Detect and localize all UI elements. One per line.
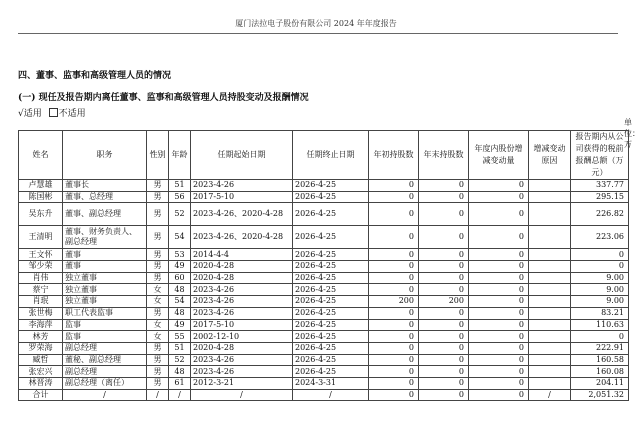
table-row (19, 203, 629, 226)
table-cell: 男 (147, 191, 169, 203)
table-cell: 0 (419, 319, 469, 331)
table-cell: 0 (369, 203, 419, 226)
table-cell: 61 (169, 377, 191, 389)
table-cell: 0 (369, 261, 419, 273)
table-cell: 2026-4-25 (293, 331, 369, 343)
table-row (19, 180, 629, 192)
table-cell: 罗荣海 (19, 342, 63, 354)
table-cell: 2020-4-28 (191, 261, 293, 273)
table-row (19, 354, 629, 366)
table-cell: 0 (369, 342, 419, 354)
table-cell: 0 (419, 377, 469, 389)
table-row (19, 366, 629, 378)
table-cell: 0 (369, 226, 419, 249)
table-cell: 0 (469, 272, 529, 284)
table-cell: 董秘、副总经理 (63, 354, 147, 366)
table-cell (529, 354, 571, 366)
table-cell: 49 (169, 319, 191, 331)
table-cell: 0 (369, 354, 419, 366)
table-cell: 226.82 (571, 203, 629, 226)
table-cell (529, 226, 571, 249)
table-cell: 王清明 (19, 226, 63, 249)
total-cell: / (191, 389, 293, 401)
total-cell: 0 (369, 389, 419, 401)
table-cell: 2026-4-25 (293, 354, 369, 366)
option-applicable: √适用 (18, 109, 42, 119)
table-cell (529, 284, 571, 296)
table-cell: 职工代表监事 (63, 307, 147, 319)
table-cell: 2026-4-25 (293, 249, 369, 261)
table-cell: 李海萍 (19, 319, 63, 331)
table-cell: 卢慧雄 (19, 180, 63, 192)
table-cell: 54 (169, 226, 191, 249)
table-cell: 0 (469, 366, 529, 378)
table-cell: 0 (419, 342, 469, 354)
applicability-options (18, 106, 86, 119)
table-cell (529, 377, 571, 389)
table-cell (529, 272, 571, 284)
col-header: 性别 (147, 131, 169, 180)
table-cell: 张世梅 (19, 307, 63, 319)
table-cell: 0 (419, 226, 469, 249)
option-not-applicable: 不适用 (58, 109, 86, 119)
table-cell: 2023-4-26 (191, 307, 293, 319)
table-cell: 0 (369, 377, 419, 389)
table-row (19, 284, 629, 296)
table-cell: 337.77 (571, 180, 629, 192)
section-heading: 四、董事、监事和高级管理人员的情况 (18, 71, 172, 81)
table-cell: 肖珉 (19, 296, 63, 308)
table-cell: 男 (147, 366, 169, 378)
table-cell: 0 (369, 249, 419, 261)
total-cell: 0 (419, 389, 469, 401)
table-cell: 女 (147, 284, 169, 296)
table-cell: 9.00 (571, 296, 629, 308)
table-cell (529, 180, 571, 192)
table-cell: 王文怀 (19, 249, 63, 261)
table-cell: 55 (169, 331, 191, 343)
table-cell (529, 261, 571, 273)
table-cell: 0 (469, 226, 529, 249)
table-cell: 0 (419, 272, 469, 284)
table-cell: 49 (169, 261, 191, 273)
table-cell: 0 (369, 191, 419, 203)
table-cell: 2023-4-26 (191, 366, 293, 378)
table-cell: 副总经理（离任） (63, 377, 147, 389)
table-cell: 51 (169, 342, 191, 354)
table-row (19, 261, 629, 273)
table-cell: 蔡宁 (19, 284, 63, 296)
table-cell: 董事、财务负责人、副总经理 (63, 226, 147, 249)
table-cell: 48 (169, 366, 191, 378)
table-cell: 副总经理 (63, 366, 147, 378)
table-cell (529, 191, 571, 203)
table-cell: 52 (169, 354, 191, 366)
table-cell: 2026-4-25 (293, 180, 369, 192)
table-cell: 160.08 (571, 366, 629, 378)
table-cell: 男 (147, 342, 169, 354)
table-cell: 0 (369, 366, 419, 378)
table-cell: 2023-4-26、2020-4-28 (191, 203, 293, 226)
table-row (19, 342, 629, 354)
checkbox-icon (49, 108, 58, 117)
table-cell: 男 (147, 226, 169, 249)
table-cell (529, 331, 571, 343)
col-header: 年初持股数 (369, 131, 419, 180)
table-cell: 0 (369, 331, 419, 343)
table-cell: 2023-4-26 (191, 284, 293, 296)
table-cell: 0 (469, 377, 529, 389)
table-cell: 0 (571, 261, 629, 273)
table-cell: 0 (469, 180, 529, 192)
table-row (19, 272, 629, 284)
total-cell: 0 (469, 389, 529, 401)
table-cell: 48 (169, 307, 191, 319)
table-row (19, 249, 629, 261)
table-cell: 54 (169, 296, 191, 308)
table-cell: 0 (369, 319, 419, 331)
table-cell: 董事、副总经理 (63, 203, 147, 226)
header-divider (18, 33, 618, 34)
table-cell: 110.63 (571, 319, 629, 331)
table-cell: 副总经理 (63, 342, 147, 354)
table-cell: 董事 (63, 261, 147, 273)
table-cell: 0 (419, 307, 469, 319)
table-cell: 60 (169, 272, 191, 284)
table-cell (529, 249, 571, 261)
table-cell: 2026-4-25 (293, 307, 369, 319)
table-cell (529, 296, 571, 308)
table-cell: 独立董事 (63, 296, 147, 308)
table-cell: 2026-4-25 (293, 191, 369, 203)
table-cell: 0 (369, 272, 419, 284)
table-cell: 林芳 (19, 331, 63, 343)
holdings-table (18, 130, 629, 401)
table-row (19, 296, 629, 308)
table-cell: 男 (147, 377, 169, 389)
table-cell: 0 (469, 249, 529, 261)
table-cell: 董事、总经理 (63, 191, 147, 203)
table-cell: 2026-4-25 (293, 284, 369, 296)
table-row (19, 226, 629, 249)
col-header: 报告期内从公司获得的税前报酬总额（万元） (571, 131, 629, 180)
table-cell: 女 (147, 331, 169, 343)
table-cell: 56 (169, 191, 191, 203)
table-header-row (19, 131, 629, 180)
table-cell: 48 (169, 284, 191, 296)
report-header: 厦门法拉电子股份有限公司 2024 年年度报告 (235, 19, 397, 28)
total-cell: 2,051.32 (571, 389, 629, 401)
table-cell: 0 (469, 284, 529, 296)
col-header: 年度内股份增减变动量 (469, 131, 529, 180)
table-cell: 9.00 (571, 284, 629, 296)
table-cell (529, 366, 571, 378)
table-cell: 监事 (63, 319, 147, 331)
table-row (19, 319, 629, 331)
table-cell: 2023-4-26、2020-4-28 (191, 226, 293, 249)
table-row (19, 191, 629, 203)
table-cell (529, 307, 571, 319)
table-cell: 2023-4-26 (191, 296, 293, 308)
table-cell: 独立董事 (63, 272, 147, 284)
table-cell: 男 (147, 261, 169, 273)
table-cell (529, 342, 571, 354)
table-cell (529, 203, 571, 226)
table-cell: 0 (469, 319, 529, 331)
table-cell: 陈国彬 (19, 191, 63, 203)
table-cell: 2026-4-25 (293, 319, 369, 331)
table-cell: 男 (147, 249, 169, 261)
table-cell: 2017-5-10 (191, 191, 293, 203)
table-cell: 林晋涛 (19, 377, 63, 389)
table-cell: 0 (469, 342, 529, 354)
table-cell: 监事 (63, 331, 147, 343)
table-cell: 2024-3-31 (293, 377, 369, 389)
table-total-row (19, 389, 629, 401)
table-cell: 2026-4-25 (293, 296, 369, 308)
table-row (19, 307, 629, 319)
table-cell: 83.21 (571, 307, 629, 319)
col-header: 职务 (63, 131, 147, 180)
table-cell: 吴东升 (19, 203, 63, 226)
table-cell: 0 (469, 307, 529, 319)
table-cell: 邹少荣 (19, 261, 63, 273)
table-cell: 0 (419, 191, 469, 203)
table-cell: 张宏兴 (19, 366, 63, 378)
table-cell: 204.11 (571, 377, 629, 389)
col-header: 年龄 (169, 131, 191, 180)
table-cell: 223.06 (571, 226, 629, 249)
table-cell: 臧哲 (19, 354, 63, 366)
table-cell: 0 (419, 261, 469, 273)
table-cell: 2026-4-25 (293, 261, 369, 273)
table-cell: 董事长 (63, 180, 147, 192)
table-cell: 0 (469, 191, 529, 203)
table-cell: 2014-4-4 (191, 249, 293, 261)
table-cell: 男 (147, 272, 169, 284)
table-cell: 0 (571, 249, 629, 261)
table-cell: 0 (419, 354, 469, 366)
table-cell: 222.91 (571, 342, 629, 354)
table-cell: 0 (469, 331, 529, 343)
col-header: 年末持股数 (419, 131, 469, 180)
col-header: 增减变动原因 (529, 131, 571, 180)
unit-note: 单位：万 (624, 118, 640, 149)
table-cell: 2012-3-21 (191, 377, 293, 389)
table-cell: 2026-4-25 (293, 366, 369, 378)
table-cell: 0 (469, 354, 529, 366)
table-cell: 男 (147, 180, 169, 192)
table-cell: 女 (147, 319, 169, 331)
table-cell: 董事 (63, 249, 147, 261)
table-row (19, 331, 629, 343)
table-cell: 0 (419, 180, 469, 192)
table-cell: 295.15 (571, 191, 629, 203)
table-cell: 2020-4-28 (191, 342, 293, 354)
table-cell: 0 (369, 284, 419, 296)
table-cell: 2020-4-28 (191, 272, 293, 284)
table-cell: 肖伟 (19, 272, 63, 284)
table-cell: 2023-4-26 (191, 354, 293, 366)
table-cell: 9.00 (571, 272, 629, 284)
table-cell: 独立董事 (63, 284, 147, 296)
table-cell: 0 (469, 261, 529, 273)
table-cell: 160.58 (571, 354, 629, 366)
col-header: 任期终止日期 (293, 131, 369, 180)
table-cell: 0 (469, 296, 529, 308)
table-cell: 女 (147, 296, 169, 308)
table-cell: 2002-12-10 (191, 331, 293, 343)
table-cell: 0 (419, 203, 469, 226)
total-cell: / (169, 389, 191, 401)
table-cell: 52 (169, 203, 191, 226)
table-cell: 2026-4-25 (293, 342, 369, 354)
total-cell: / (293, 389, 369, 401)
table-cell (529, 319, 571, 331)
table-cell: 200 (419, 296, 469, 308)
col-header: 姓名 (19, 131, 63, 180)
table-cell: 0 (571, 331, 629, 343)
table-cell: 0 (419, 284, 469, 296)
table-cell: 0 (419, 249, 469, 261)
table-cell: 男 (147, 203, 169, 226)
total-cell: / (529, 389, 571, 401)
table-cell: 0 (369, 307, 419, 319)
total-cell: 合计 (19, 389, 63, 401)
table-cell: 0 (469, 203, 529, 226)
col-header: 任期起始日期 (191, 131, 293, 180)
table-cell: 2026-4-25 (293, 272, 369, 284)
table-cell: 男 (147, 307, 169, 319)
table-cell: 51 (169, 180, 191, 192)
table-cell: 200 (369, 296, 419, 308)
table-cell: 53 (169, 249, 191, 261)
table-row (19, 377, 629, 389)
table-cell: 2023-4-26 (191, 180, 293, 192)
table-cell: 0 (419, 366, 469, 378)
table-cell: 2017-5-10 (191, 319, 293, 331)
total-cell: / (63, 389, 147, 401)
table-cell: 男 (147, 354, 169, 366)
table-cell: 0 (419, 331, 469, 343)
table-cell: 2026-4-25 (293, 226, 369, 249)
total-cell: / (147, 389, 169, 401)
table-cell: 2026-4-25 (293, 203, 369, 226)
section-subheading: (一) 现任及报告期内离任董事、监事和高级管理人员持股变动及报酬情况 (18, 93, 309, 103)
table-cell: 0 (369, 180, 419, 192)
